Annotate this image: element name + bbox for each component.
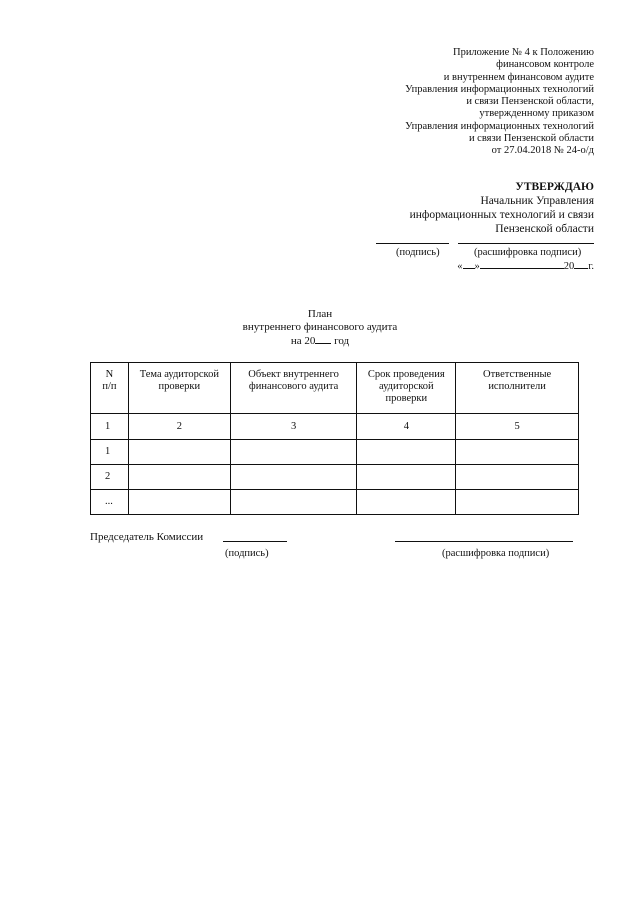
column-number: 4 (357, 414, 456, 440)
signature-line (376, 243, 449, 244)
header-topic: Тема аудиторской проверки (128, 363, 230, 414)
date-quote-close: » (474, 261, 480, 272)
table-cell[interactable] (230, 490, 357, 515)
appendix-line: финансовом контроле (496, 59, 594, 71)
table-cell[interactable] (357, 465, 456, 490)
appendix-line: Приложение № 4 к Положению (452, 47, 594, 58)
approval-date (457, 259, 594, 272)
table-cell[interactable] (230, 465, 357, 490)
table-cell[interactable] (456, 440, 579, 465)
date-suffix: г. (588, 261, 594, 272)
row-number: 2 (91, 465, 129, 490)
approval-heading: УТВЕРЖДАЮ (515, 181, 594, 193)
signature-label: (подпись) (396, 247, 440, 258)
table-row (91, 440, 579, 465)
approval-line: информационных технологий и связи (409, 209, 594, 221)
table-cell[interactable] (357, 440, 456, 465)
date-quote-open: « (457, 261, 463, 272)
column-number-row (91, 414, 579, 440)
appendix-line: утвержденному приказом (479, 108, 594, 120)
column-number: 2 (128, 414, 230, 440)
table-cell[interactable] (128, 490, 230, 515)
chairman-signature-line (223, 541, 287, 542)
approval-line: Начальник Управления (480, 195, 594, 207)
chairman-signature-label: (подпись) (225, 548, 269, 559)
audit-plan-table (90, 362, 579, 515)
chairman-signature-block (90, 531, 590, 565)
row-number: 1 (91, 440, 129, 465)
title-line: внутреннего финансового аудита (242, 321, 398, 333)
table-cell[interactable] (128, 465, 230, 490)
column-number: 1 (91, 414, 129, 440)
header-number: N п/п (91, 363, 129, 414)
month-blank (480, 259, 564, 269)
appendix-line: и внутреннем финансовом аудите (443, 71, 594, 83)
header-responsible: Ответственные исполнители (456, 363, 579, 414)
table-cell[interactable] (357, 490, 456, 515)
table-row (91, 465, 579, 490)
table-cell[interactable] (230, 440, 357, 465)
chairman-decryption-label: (расшифровка подписи) (442, 548, 550, 559)
approval-line: Пензенской области (495, 223, 594, 235)
appendix-note (334, 47, 594, 158)
row-number: ... (91, 490, 129, 515)
header-term: Срок проведения аудиторской проверки (357, 363, 456, 414)
table-row (91, 490, 579, 515)
decryption-label: (расшифровка подписи) (474, 247, 582, 258)
table-header-row (91, 363, 579, 414)
column-number: 5 (456, 414, 579, 440)
appendix-line: и связи Пензенской области, (466, 96, 594, 108)
appendix-line: Управления информационных технологий (405, 120, 594, 132)
date-century: 20 (563, 261, 575, 272)
document-title (200, 308, 440, 348)
table-cell[interactable] (456, 490, 579, 515)
decryption-line (458, 243, 594, 244)
appendix-line: и связи Пензенской области (468, 133, 594, 145)
approval-block (354, 180, 594, 236)
appendix-line: от 27.04.2018 № 24-о/д (491, 145, 594, 157)
appendix-line: Управления информационных технологий (405, 83, 594, 95)
table-cell[interactable] (456, 465, 579, 490)
day-blank (463, 259, 475, 269)
chairman-decryption-line (395, 541, 573, 542)
column-number: 3 (230, 414, 357, 440)
year-blank (574, 259, 588, 269)
title-line (200, 334, 440, 348)
header-object: Объект внутреннего финансового аудита (230, 363, 357, 414)
chairman-label: Председатель Комиссии (90, 531, 204, 543)
title-year-suffix: год (331, 335, 350, 347)
year-blank (315, 334, 331, 344)
title-line: План (307, 308, 333, 320)
table-cell[interactable] (128, 440, 230, 465)
title-year-prefix: на 20 (290, 335, 316, 347)
